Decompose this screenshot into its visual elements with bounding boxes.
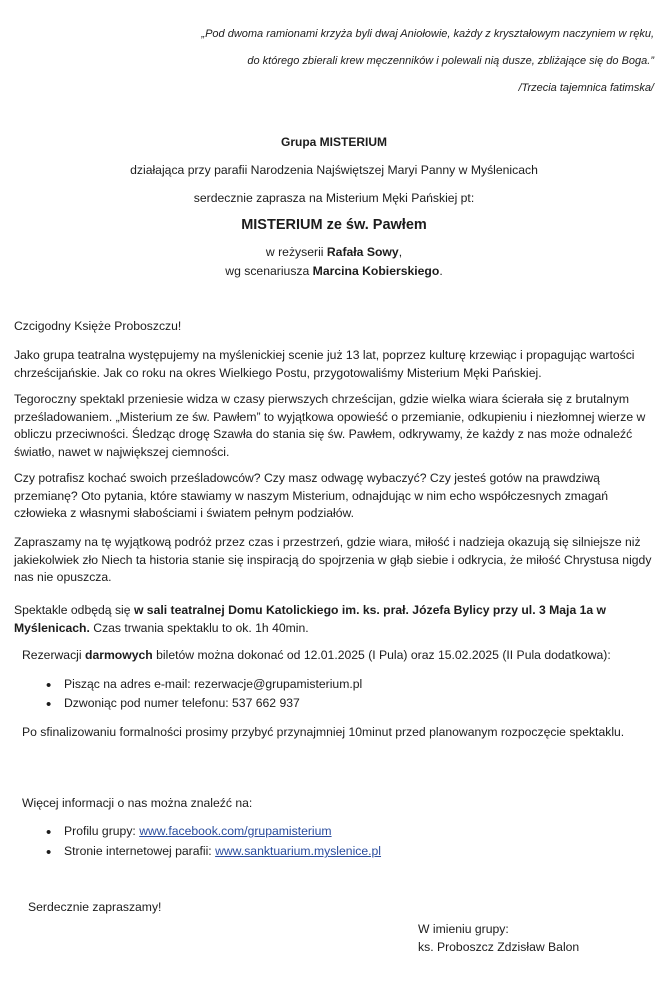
parish-website-item [64,844,381,858]
script-line [0,264,668,278]
script-prefix: wg scenariusza [225,264,313,278]
venue-location: w sali teatralnej Domu Katolickiego im. ks. prał. Józefa Bylicy przy ul. 3 Maja 1a w Myślenicach. [14,603,607,635]
parish-website-label: Stronie internetowej parafii: [64,844,216,858]
greeting: Czcigodny Księże Proboszczu! [14,319,182,333]
parish-line: działająca przy parafii Narodzenia Najświętszej Maryi Panny w Myślenicach [130,163,538,177]
arrival-note: Po sfinalizowaniu formalności prosimy przybyć przynajmniej 10minut przed planowanym rozpoczęcie spektaklu. [22,725,625,739]
paragraph-story: Tegoroczny spektakl przeniesie widza w czasy pierwszych chrześcijan, gdzie wielka wiara ścierała się z brutalnym prześladowaniem. „Misterium ze św. Pawłem” to wyjątkowa opowieść o przemianie, odkupieniu i niezłomnej wierze w obliczu przeciwności. Śledząc drogę Szawła do stania się św. Pawłem, odkrywamy, że każdy z nas może odnaleźć światło, nawet w największej ciemności. [14,392,646,459]
bullet-icon: • [46,696,52,713]
parish-website-link[interactable]: www.sanktuarium.myslenice.pl [215,844,382,858]
phone-number[interactable]: 537 662 937 [232,696,300,710]
paragraph-intro: Jako grupa teatralna występujemy na myślenickiej scenie już 13 lat, poprzez kulturę krzewiąc i propagując wartości chrześcijańskie. Jak co roku na okres Wielkiego Postu, przygotowaliśmy Misterium Męki Pańskiej. [14,348,635,380]
quote-source: /Trzecia tajemnica fatimska/ [518,82,654,94]
email-label: Pisząc na adres e-mail: [64,677,195,691]
reservation-prefix: Rezerwacji [22,648,85,662]
facebook-item [64,824,332,838]
director-prefix: w reżyserii [265,245,327,259]
reservation-free: darmowych [85,648,153,662]
email-link[interactable]: rezerwacje@grupamisterium.pl [194,677,363,691]
more-info-intro: Więcej informacji o nas można znaleźć na: [22,796,253,810]
email-item [64,677,362,691]
bullet-icon: • [46,677,52,694]
closing: Serdecznie zapraszamy! [28,900,162,914]
bullet-icon: • [46,824,52,841]
facebook-label: Profilu grupy: [64,824,140,838]
director-line [0,245,668,259]
quote-line-2: do którego zbierali krew męczenników i polewali nią dusze, zbliżające się do Boga.” [247,55,654,67]
invite-line: serdecznie zaprasza na Misterium Męki Pańskiej pt: [193,191,475,205]
paragraph-venue [14,602,654,637]
script-suffix: . [439,264,443,278]
phone-item [64,696,300,710]
signature-line-2: ks. Proboszcz Zdzisław Balon [418,940,580,954]
facebook-link[interactable]: www.facebook.com/grupamisterium [139,824,332,838]
reservation-info [22,648,611,662]
bullet-icon: • [46,844,52,861]
play-title: MISTERIUM ze św. Pawłem [241,217,427,233]
signature-line-1: W imieniu grupy: [418,922,509,936]
phone-label: Dzwoniąc pod numer telefonu: [64,696,233,710]
paragraph-invitation: Zapraszamy na tę wyjątkową podróż przez czas i przestrzeń, gdzie wiara, miłość i nadzieja okazują się silniejsze niż jakiekolwiek zło Niech ta historia stanie się inspiracją do spojrzenia w głąb siebie i odkrycia, że miłość Chrystusa nigdy nas nie opuszcza. [14,535,652,585]
venue-duration: Czas trwania spektaklu to ok. 1h 40min. [89,620,309,635]
group-name: Grupa MISTERIUM [280,135,387,149]
script-author: Marcina Kobierskiego [312,264,440,278]
reservation-suffix: biletów można dokonać od 12.01.2025 (I Pula) oraz 15.02.2025 (II Pula dodatkowa): [152,648,611,662]
quote-line-1: „Pod dwoma ramionami krzyża byli dwaj Aniołowie, każdy z kryształowym naczyniem w ręku, [201,28,654,40]
director-suffix: , [398,245,403,259]
paragraph-questions: Czy potrafisz kochać swoich prześladowców? Czy masz odwagę wybaczyć? Czy jesteś gotów na prawdziwą przemianę? Oto pytania, które stawiamy w naszym Misterium, odnajdując w nim echo współczesnych zmagań człowieka z własnymi słabościami i światem pełnym podziałów. [14,471,609,521]
venue-prefix: Spektakle odbędą się [14,603,134,617]
director-name: Rafała Sowy [326,245,399,259]
